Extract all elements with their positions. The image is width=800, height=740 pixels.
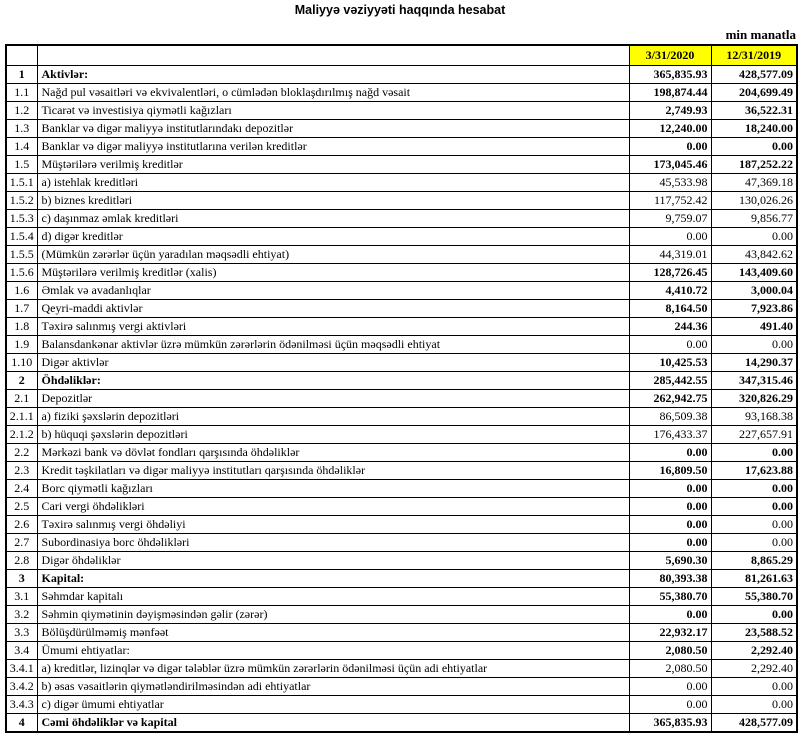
row-number: 1.2 [6, 102, 37, 120]
value-2020: 0.00 [629, 480, 711, 498]
value-2020: 0.00 [629, 696, 711, 714]
row-label: Banklar və digər maliyyə institutlarındakı depozitlər [37, 120, 629, 138]
row-label: Borc qiymətli kağızları [37, 480, 629, 498]
table-header [6, 45, 797, 66]
table-row [6, 264, 797, 282]
value-2020: 0.00 [629, 498, 711, 516]
row-number: 1.4 [6, 138, 37, 156]
value-2020: 285,442.55 [629, 372, 711, 390]
value-2020: 9,759.07 [629, 210, 711, 228]
row-label: Ümumi ehtiyatlar: [37, 642, 629, 660]
value-2019: 14,290.37 [711, 354, 797, 372]
row-label: c) digər ümumi ehtiyatlar [37, 696, 629, 714]
row-label: d) digər kreditlər [37, 228, 629, 246]
row-number: 1.1 [6, 84, 37, 102]
table-body [6, 66, 797, 733]
row-number: 2.1 [6, 390, 37, 408]
value-2019: 3,000.04 [711, 282, 797, 300]
table-row [6, 498, 797, 516]
column-header-2019: 12/31/2019 [711, 45, 797, 66]
row-number: 3.4 [6, 642, 37, 660]
value-2020: 0.00 [629, 228, 711, 246]
row-number: 1.10 [6, 354, 37, 372]
value-2020: 0.00 [629, 444, 711, 462]
row-label: Cəmi öhdəliklər və kapital [37, 714, 629, 733]
row-label: Kapital: [37, 570, 629, 588]
header-row [6, 45, 797, 66]
row-number: 1.5.2 [6, 192, 37, 210]
row-number: 3.2 [6, 606, 37, 624]
row-label: b) əsas vəsaitlərin qiymətləndirilməsindən adi ehtiyatlar [37, 678, 629, 696]
row-number: 1 [6, 66, 37, 84]
table-row [6, 138, 797, 156]
row-label: Kredit təşkilatları və digər maliyyə institutları qarşısında öhdəliklər [37, 462, 629, 480]
table-row [6, 192, 797, 210]
table-row [6, 66, 797, 84]
value-2020: 128,726.45 [629, 264, 711, 282]
value-2020: 86,509.38 [629, 408, 711, 426]
table-row [6, 228, 797, 246]
row-label: Banklar və digər maliyyə institutlarına verilən kreditlər [37, 138, 629, 156]
table-row [6, 372, 797, 390]
row-label: Ticarət və investisiya qiymətli kağızları [37, 102, 629, 120]
table-row [6, 642, 797, 660]
table-row [6, 210, 797, 228]
row-label: Səhmdar kapitalı [37, 588, 629, 606]
table-row [6, 606, 797, 624]
value-2020: 176,433.37 [629, 426, 711, 444]
row-number: 2.2 [6, 444, 37, 462]
row-number: 3.4.2 [6, 678, 37, 696]
row-number: 3.4.3 [6, 696, 37, 714]
value-2020: 0.00 [629, 678, 711, 696]
value-2020: 2,080.50 [629, 642, 711, 660]
row-label: b) biznes kreditləri [37, 192, 629, 210]
row-number: 3.4.1 [6, 660, 37, 678]
row-label: Səhmin qiymətinin dəyişməsindən gəlir (zərər) [37, 606, 629, 624]
row-number: 4 [6, 714, 37, 733]
value-2019: 0.00 [711, 228, 797, 246]
row-number: 1.5.3 [6, 210, 37, 228]
row-label: Müştərilərə verilmiş kreditlər (xalis) [37, 264, 629, 282]
table-row [6, 336, 797, 354]
value-2020: 0.00 [629, 138, 711, 156]
row-number: 2.8 [6, 552, 37, 570]
table-row [6, 246, 797, 264]
value-2019: 130,026.26 [711, 192, 797, 210]
table-row [6, 300, 797, 318]
table-row [6, 480, 797, 498]
value-2019: 428,577.09 [711, 714, 797, 733]
row-number: 1.3 [6, 120, 37, 138]
value-2020: 0.00 [629, 606, 711, 624]
row-number: 3.1 [6, 588, 37, 606]
value-2020: 198,874.44 [629, 84, 711, 102]
value-2020: 0.00 [629, 534, 711, 552]
table-row [6, 624, 797, 642]
table-row [6, 282, 797, 300]
table-row [6, 408, 797, 426]
row-label: Aktivlər: [37, 66, 629, 84]
value-2019: 17,623.88 [711, 462, 797, 480]
table-row [6, 426, 797, 444]
row-label: Digər aktivlər [37, 354, 629, 372]
row-number: 1.5.1 [6, 174, 37, 192]
value-2019: 143,409.60 [711, 264, 797, 282]
row-label: Əmlak və avadanlıqlar [37, 282, 629, 300]
table-row [6, 354, 797, 372]
row-label: Müştərilərə verilmiş kreditlər [37, 156, 629, 174]
row-number: 1.8 [6, 318, 37, 336]
value-2020: 5,690.30 [629, 552, 711, 570]
value-2020: 262,942.75 [629, 390, 711, 408]
table-row [6, 660, 797, 678]
table-row [6, 462, 797, 480]
table-row [6, 534, 797, 552]
value-2020: 8,164.50 [629, 300, 711, 318]
value-2019: 0.00 [711, 606, 797, 624]
table-row [6, 570, 797, 588]
table-row [6, 156, 797, 174]
row-label: Mərkəzi bank və dövlət fondları qarşısında öhdəliklər [37, 444, 629, 462]
row-label: (Mümkün zərərlər üçün yaradılan məqsədli ehtiyat) [37, 246, 629, 264]
value-2020: 44,319.01 [629, 246, 711, 264]
row-number: 3 [6, 570, 37, 588]
value-2019: 0.00 [711, 696, 797, 714]
row-number: 2.1.1 [6, 408, 37, 426]
page-title: Maliyyə vəziyyəti haqqında hesabat [294, 3, 506, 17]
row-number: 1.5 [6, 156, 37, 174]
row-label: Nağd pul vəsaitləri və ekvivalentləri, o cümlədən bloklaşdırılmış nağd vəsait [37, 84, 629, 102]
value-2020: 45,533.98 [629, 174, 711, 192]
value-2020: 0.00 [629, 336, 711, 354]
table-row [6, 696, 797, 714]
row-number: 2.1.2 [6, 426, 37, 444]
value-2019: 9,856.77 [711, 210, 797, 228]
value-2019: 18,240.00 [711, 120, 797, 138]
value-2020: 0.00 [629, 516, 711, 534]
value-2019: 227,657.91 [711, 426, 797, 444]
value-2019: 7,923.86 [711, 300, 797, 318]
table-row [6, 678, 797, 696]
value-2019: 428,577.09 [711, 66, 797, 84]
value-2019: 0.00 [711, 516, 797, 534]
value-2019: 0.00 [711, 534, 797, 552]
value-2020: 117,752.42 [629, 192, 711, 210]
row-label: Balansdankənar aktivlər üzrə mümkün zərərlərin ödənilməsi üçün məqsədli ehtiyat [37, 336, 629, 354]
value-2019: 491.40 [711, 318, 797, 336]
table-row [6, 552, 797, 570]
value-2019: 0.00 [711, 480, 797, 498]
row-label: a) fiziki şəxslərin depozitləri [37, 408, 629, 426]
row-label: b) hüquqi şəxslərin depozitləri [37, 426, 629, 444]
unit-label: min manatla [725, 27, 796, 42]
value-2020: 2,080.50 [629, 660, 711, 678]
value-2020: 244.36 [629, 318, 711, 336]
value-2019: 0.00 [711, 336, 797, 354]
value-2019: 204,699.49 [711, 84, 797, 102]
value-2019: 93,168.38 [711, 408, 797, 426]
row-number: 1.6 [6, 282, 37, 300]
value-2020: 173,045.46 [629, 156, 711, 174]
row-number: 1.5.4 [6, 228, 37, 246]
row-number: 1.5.5 [6, 246, 37, 264]
row-number: 2.7 [6, 534, 37, 552]
row-label: a) kreditlər, lizinqlər və digər tələblər üzrə mümkün zərərlərin ödənilməsi üçün adi ehtiyatlar [37, 660, 629, 678]
value-2019: 47,369.18 [711, 174, 797, 192]
table-row [6, 318, 797, 336]
value-2019: 187,252.22 [711, 156, 797, 174]
value-2019: 81,261.63 [711, 570, 797, 588]
table-row [6, 516, 797, 534]
row-number: 2.4 [6, 480, 37, 498]
value-2020: 16,809.50 [629, 462, 711, 480]
row-label: Bölüşdürülməmiş mənfəət [37, 624, 629, 642]
value-2019: 0.00 [711, 498, 797, 516]
row-label: a) istehlak kreditləri [37, 174, 629, 192]
row-label: Öhdəliklər: [37, 372, 629, 390]
financial-statement-table [5, 44, 798, 733]
row-number: 1.5.6 [6, 264, 37, 282]
row-number: 3.3 [6, 624, 37, 642]
row-label: Qeyri-maddi aktivlər [37, 300, 629, 318]
value-2020: 4,410.72 [629, 282, 711, 300]
value-2020: 55,380.70 [629, 588, 711, 606]
row-label: Təxirə salınmış vergi aktivləri [37, 318, 629, 336]
row-number: 1.9 [6, 336, 37, 354]
value-2020: 2,749.93 [629, 102, 711, 120]
value-2019: 320,826.29 [711, 390, 797, 408]
table-row [6, 120, 797, 138]
row-number: 1.7 [6, 300, 37, 318]
value-2019: 23,588.52 [711, 624, 797, 642]
row-label: Digər öhdəliklər [37, 552, 629, 570]
row-number: 2.6 [6, 516, 37, 534]
value-2019: 0.00 [711, 444, 797, 462]
column-header-2020: 3/31/2020 [629, 45, 711, 66]
value-2019: 43,842.62 [711, 246, 797, 264]
row-label: Subordinasiya borc öhdəlikləri [37, 534, 629, 552]
value-2020: 365,835.93 [629, 714, 711, 733]
row-number: 2.5 [6, 498, 37, 516]
table-row [6, 444, 797, 462]
table-row [6, 84, 797, 102]
row-label: Cari vergi öhdəlikləri [37, 498, 629, 516]
value-2019: 2,292.40 [711, 660, 797, 678]
row-label: c) daşınmaz əmlak kreditləri [37, 210, 629, 228]
row-number: 2 [6, 372, 37, 390]
table-row [6, 714, 797, 733]
value-2020: 365,835.93 [629, 66, 711, 84]
value-2019: 8,865.29 [711, 552, 797, 570]
table-row [6, 390, 797, 408]
table-row [6, 102, 797, 120]
value-2019: 0.00 [711, 138, 797, 156]
value-2020: 22,932.17 [629, 624, 711, 642]
value-2019: 2,292.40 [711, 642, 797, 660]
header-label-cell [37, 45, 629, 66]
value-2020: 10,425.53 [629, 354, 711, 372]
value-2019: 347,315.46 [711, 372, 797, 390]
row-number: 2.3 [6, 462, 37, 480]
table-row [6, 588, 797, 606]
value-2019: 0.00 [711, 678, 797, 696]
value-2020: 12,240.00 [629, 120, 711, 138]
value-2019: 55,380.70 [711, 588, 797, 606]
header-number-cell [6, 45, 37, 66]
value-2019: 36,522.31 [711, 102, 797, 120]
value-2020: 80,393.38 [629, 570, 711, 588]
row-label: Təxirə salınmış vergi öhdəliyi [37, 516, 629, 534]
table-row [6, 174, 797, 192]
row-label: Depozitlər [37, 390, 629, 408]
